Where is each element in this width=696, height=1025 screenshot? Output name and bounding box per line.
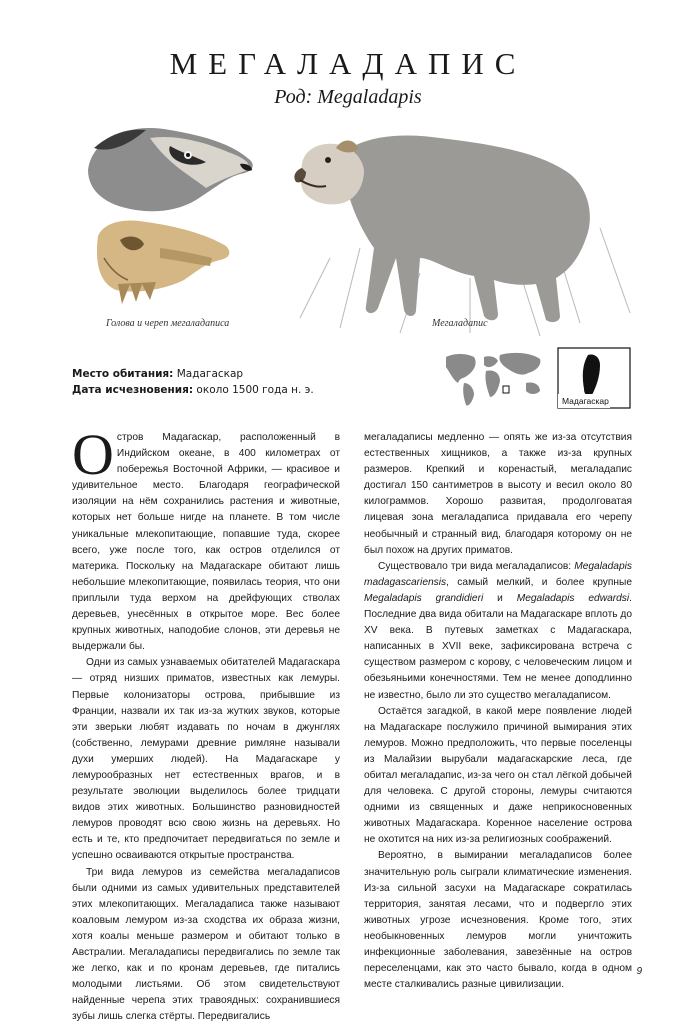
paragraph-4: мегаладаписы медленно — опять же из-за отсутствия естественных хищников, а также из-за крупных размеров. Крепкий и коренастый, мегаладапис достигал 150 сантиметров в высоту и весил около 80 килограммов. Хорошо развитая, продолговатая лицевая зона мегаладаписа придавала его черепу необычный и странный вид, благодаря которому он не был похож на других приматов. <box>364 432 632 556</box>
p5-text-c: и <box>483 592 517 604</box>
p5-text-b: , самый мелкий, и более крупные <box>446 576 632 588</box>
genus-subtitle: Род: Megaladapis <box>274 86 422 108</box>
habitat-label: Место обитания: <box>72 368 174 380</box>
page-title: МЕГАЛАДАПИС <box>169 46 527 81</box>
megaladapis-skull-image <box>97 221 229 304</box>
paragraph-5 <box>364 559 632 704</box>
habitat-row <box>72 366 314 382</box>
body-caption: Мегаладапис <box>432 318 488 329</box>
paragraph-1 <box>72 422 340 655</box>
habitat-value: Мадагаскар <box>176 368 244 380</box>
article-column-right <box>364 430 632 993</box>
species-info <box>72 366 314 398</box>
megaladapis-body-image <box>294 135 630 336</box>
drop-cap: О <box>72 422 114 487</box>
extinction-label: Дата исчезновения: <box>72 384 194 396</box>
species-name-2: Megaladapis grandidieri <box>364 592 484 604</box>
paragraph-2: Одни из самых узнаваемых обитателей Мадагаскара — отряд низших приматов, известных как лемуры. Первые колонизаторы острова, прибывшие из Франции, назвали их так из-за жутких звуков, которые эти зверьки любят издавать по ночам в джунглях (собственно, лемурами древние римляне называли духи умерших людей). На Мадагаскаре у лемурообразных нет естественных врагов, и в результате эволюции выделилось более тридцати видов этих животных. Большинство разновидностей лемуров проводят всю свою жизнь на деревьях. Но есть и те, кто предпочитает передвигаться по земле и успешно осваиваются открытые пространства. <box>72 657 340 862</box>
extinction-value: около 1500 года н. э. <box>196 384 314 396</box>
paragraph-6: Остаётся загадкой, в какой мере появление людей на Мадагаскаре послужило причиной вымирания этих лемуров. Можно предположить, что первые поселенцы из Малайзии вырубали мадагаскарские леса, где обитал мегаладапис, из-за чего он стал лёгкой добычей для человека. С другой стороны, лемуры считаются одними из священных и даже неприкосновенных животных Мадагаскара. Коренное население острова не охотится на них из-за религиозных соображений. <box>364 705 632 846</box>
extinction-row <box>72 382 314 398</box>
paragraph-1-text: стров Мадагаскар, расположенный в Индийском океане, в 400 километрах от побережья Восточной Африки, — красивое и удивительное место. Благодаря географической изоляции на нём сохранились растения и животные, которых нет больше нигде на планете. В том числе уникальные млекопитающие, попавшие туда, скорее всего, уже после того, как остров отделился от материка. Поскольку на Мадагаскаре обитают лишь небольшие млекопитающие, появилась теория, что они приплыли туда верхом на дрейфующих стволах деревьев, унесённых в открытое море. Вес более крупных животных, наподобие слонов, эти деревья не выдержали бы. <box>72 432 340 653</box>
madagascar-locator-box <box>503 386 509 393</box>
species-name-3: Megaladapis edwardsi <box>516 592 630 604</box>
article-column-left <box>72 422 340 1025</box>
megaladapis-head-image <box>88 128 253 211</box>
p5-text-d: . Последние два вида обитали на Мадагаскаре вплоть до XV века. В путевых заметках с Мадагаскара, написанных в XVII веке, зафиксирована встреча с существом размером с корову, с человеческим лицом и обезьяньими конечностями. Тем не менее доподлинно не известно, было ли это существо мегаладаписом. <box>364 592 632 701</box>
p5-text-a: Существовало три вида мегаладаписов: <box>378 560 575 572</box>
page-number: 9 <box>636 966 642 977</box>
world-map <box>446 353 540 406</box>
head-caption: Голова и череп мегаладаписа <box>106 318 230 329</box>
illustration-panel <box>0 108 696 343</box>
inset-label: Мадагаскар <box>562 396 609 406</box>
species-name-1: Megaladapis madagascariensis <box>364 560 632 588</box>
paragraph-3: Три вида лемуров из семейства мегаладаписов были одними из самых удивительных представителей этих млекопитающих. Мегаладаписа также называют коаловым лемуром из-за сходства их образа жизни, хотя коалы меньше размером и обитают только в Австралии. Мегаладаписы передвигались по земле так же легко, как и по кронам деревьев, где питались молодыми листьями. Об этом свидетельствуют найденные черепа этих травоядных: сохранившиеся зубы лишь слегка стёрты. Передвигались <box>72 866 340 1023</box>
paragraph-7: Вероятно, в вымирании мегаладаписов более значительную роль сыграли климатические изменения. Из-за сильной засухи на Мадагаскаре сократилась территория, занятая лесами, что и подвергло этих животных угрозе исчезновения. Кроме того, этих необыкновенных лемуров могли уничтожить инфекционные заболевания, завезённые на остров переселенцами, как это часто бывало, когда в одном месте сталкивались разные цивилизации. <box>364 850 632 991</box>
location-maps <box>440 347 632 409</box>
